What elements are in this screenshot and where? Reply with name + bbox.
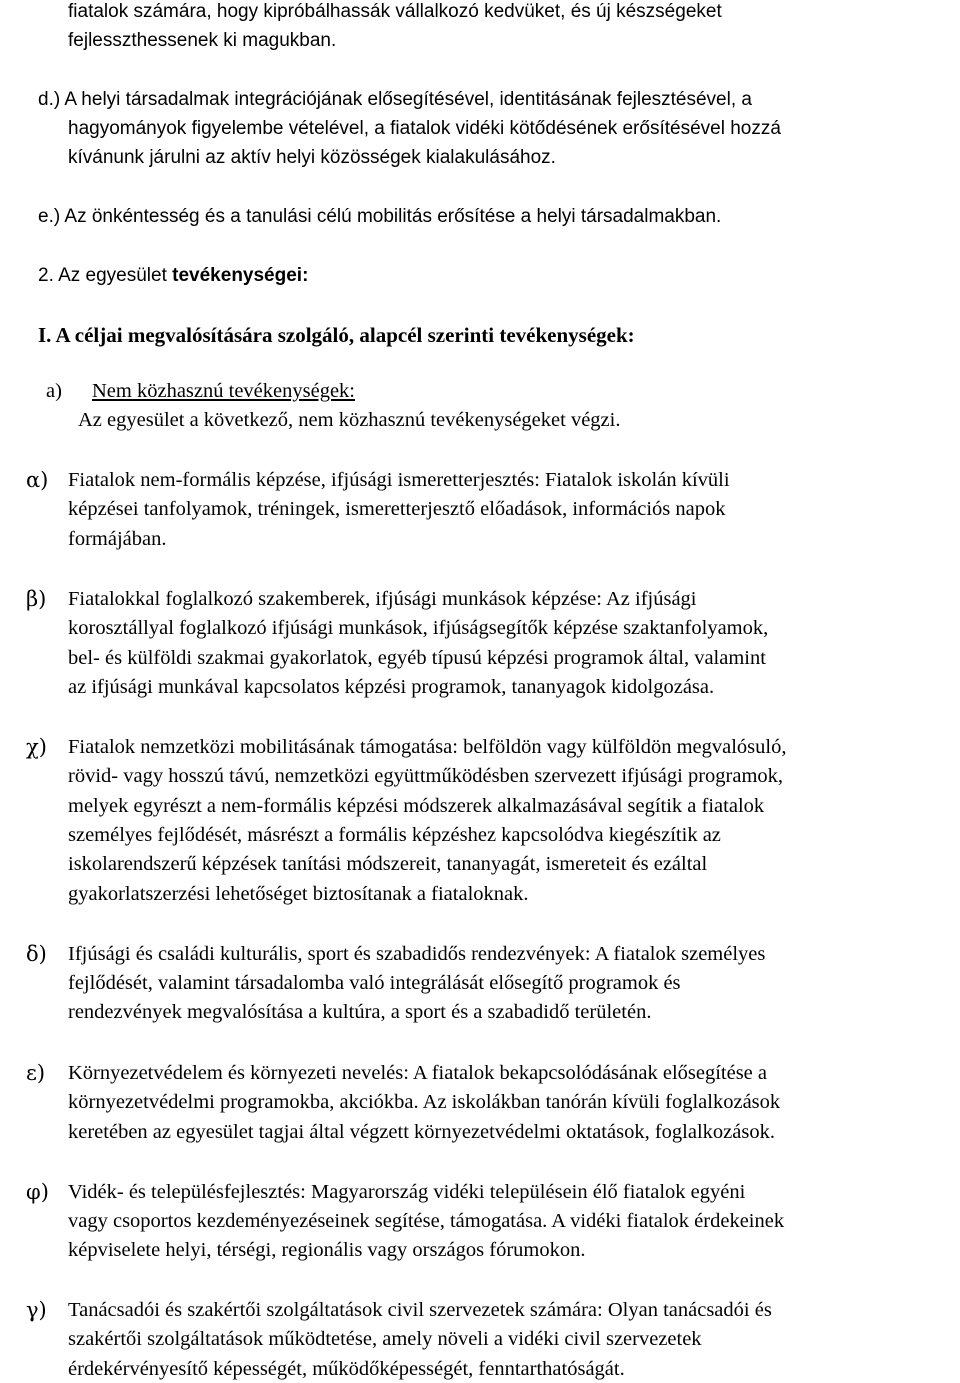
epsilon-marker: ε) [26,1061,46,1085]
intro-line-1: fiatalok számára, hogy kipróbálhassák vállalkozó kedvüket, és új készségeket [68,1,722,22]
chi-line-1: Fiatalok nemzetközi mobilitásának támogatása: belföldön vagy külföldön megvalósuló, [68,736,787,758]
alpha-line-1: Fiatalok nem-formális képzése, ifjúsági ismeretterjesztés: Fiatalok iskolán kívüli [68,469,730,491]
item-d-line-2: hagyományok figyelembe vételével, a fiatalok vidéki kötődésének erősítésével hozzá [68,118,781,139]
gamma-marker: γ) [26,1298,47,1322]
gamma-line-3: érdekérvényesítő képességét, működőképességét, fenntarthatóságát. [68,1358,625,1380]
delta-line-2: fejlődését, valamint társadalomba való integrálását elősegítő programok és [68,972,681,994]
chi-line-5: iskolarendszerű képzések tanítási módszereit, tananyagát, ismereteit és ezáltal [68,853,708,875]
beta-line-2: korosztállyal foglalkozó ifjúsági munkások, ifjúságsegítők képzése szaktanfolyamok, [68,617,769,639]
item-d-line-1: d.) A helyi társadalmak integrációjának elősegítésével, identitásának fejlesztésével, a [38,89,752,110]
beta-line-3: bel- és külföldi szakmai gyakorlatok, egyéb típusú képzési programok által, valamint [68,647,766,669]
phi-marker: φ) [26,1180,49,1204]
chi-line-2: rövid- vagy hosszú távú, nemzetközi együttműködésben szervezett ifjúsági programok, [68,765,784,787]
chi-line-6: gyakorlatszerzési lehetőséget biztosítanak a fiataloknak. [68,883,529,905]
epsilon-line-2: környezetvédelmi programokba, akciókba. Az iskolákban tanórán kívüli foglalkozások [68,1091,781,1113]
beta-line-4: az ifjúsági munkával kapcsolatos képzési programok, tananyagok kidolgozása. [68,676,715,698]
sub-a-marker: a) [46,380,62,402]
gamma-line-2: szakértői szolgáltatások működtetése, amely növeli a vidéki civil szervezetek [68,1328,702,1350]
chi-line-3: melyek egyrészt a nem-formális képzési módszerek alkalmazásával segítik a fiatalok [68,795,765,817]
section-2-bold: tevékenységei: [172,265,309,286]
phi-line-3: képviselete helyi, térségi, regionális vagy országos fórumokon. [68,1239,586,1261]
chi-line-4: személyes fejlődését, másrészt a formális képzéshez kapcsolódva kiegészítik az [68,824,721,846]
delta-line-3: rendezvények megvalósítása a kultúra, a sport és a szabadidő területén. [68,1001,652,1023]
chi-marker: χ) [26,735,47,759]
section-i-heading: I. A céljai megvalósítására szolgáló, alapcél szerinti tevékenységek: [38,323,635,347]
phi-line-2: vagy csoportos kezdeményezéseinek segítése, támogatása. A vidéki fiatalok érdekeinek [68,1210,785,1232]
section-2-heading [38,264,308,288]
delta-line-1: Ifjúsági és családi kulturális, sport és szabadidős rendezvények: A fiatalok személyes [68,943,766,965]
section-2-prefix: 2. Az egyesület [38,265,173,286]
item-d-line-3: kívánunk járulni az aktív helyi közösségek kialakulásához. [68,147,556,168]
beta-line-1: Fiatalokkal foglalkozó szakemberek, ifjúsági munkások képzése: Az ifjúsági [68,588,697,610]
alpha-line-3: formájában. [68,528,167,550]
epsilon-line-3: keretében az egyesület tagjai által végzett környezetvédelmi oktatások, foglalkozások. [68,1121,775,1143]
epsilon-line-1: Környezetvédelem és környezeti nevelés: A fiatalok bekapcsolódásának elősegítése a [68,1062,768,1084]
delta-marker: δ) [26,942,47,966]
phi-line-1: Vidék- és településfejlesztés: Magyarország vidéki településein élő fiatalok egyéni [68,1181,746,1203]
gamma-line-1: Tanácsadói és szakértői szolgáltatások civil szervezetek számára: Olyan tanácsadói és [68,1299,772,1321]
alpha-line-2: képzései tanfolyamok, tréningek, ismeretterjesztő előadások, információs napok [68,498,726,520]
alpha-marker: α) [26,468,49,492]
beta-marker: β) [26,587,47,611]
sub-a-text: Az egyesület a következő, nem közhasznú tevékenységeket végzi. [78,409,621,431]
item-e: e.) Az önkéntesség és a tanulási célú mobilitás erősítése a helyi társadalmakban. [38,206,722,227]
sub-a-title: Nem közhasznú tevékenységek: [92,380,355,402]
intro-line-2: fejlesszthessenek ki magukban. [68,30,337,51]
